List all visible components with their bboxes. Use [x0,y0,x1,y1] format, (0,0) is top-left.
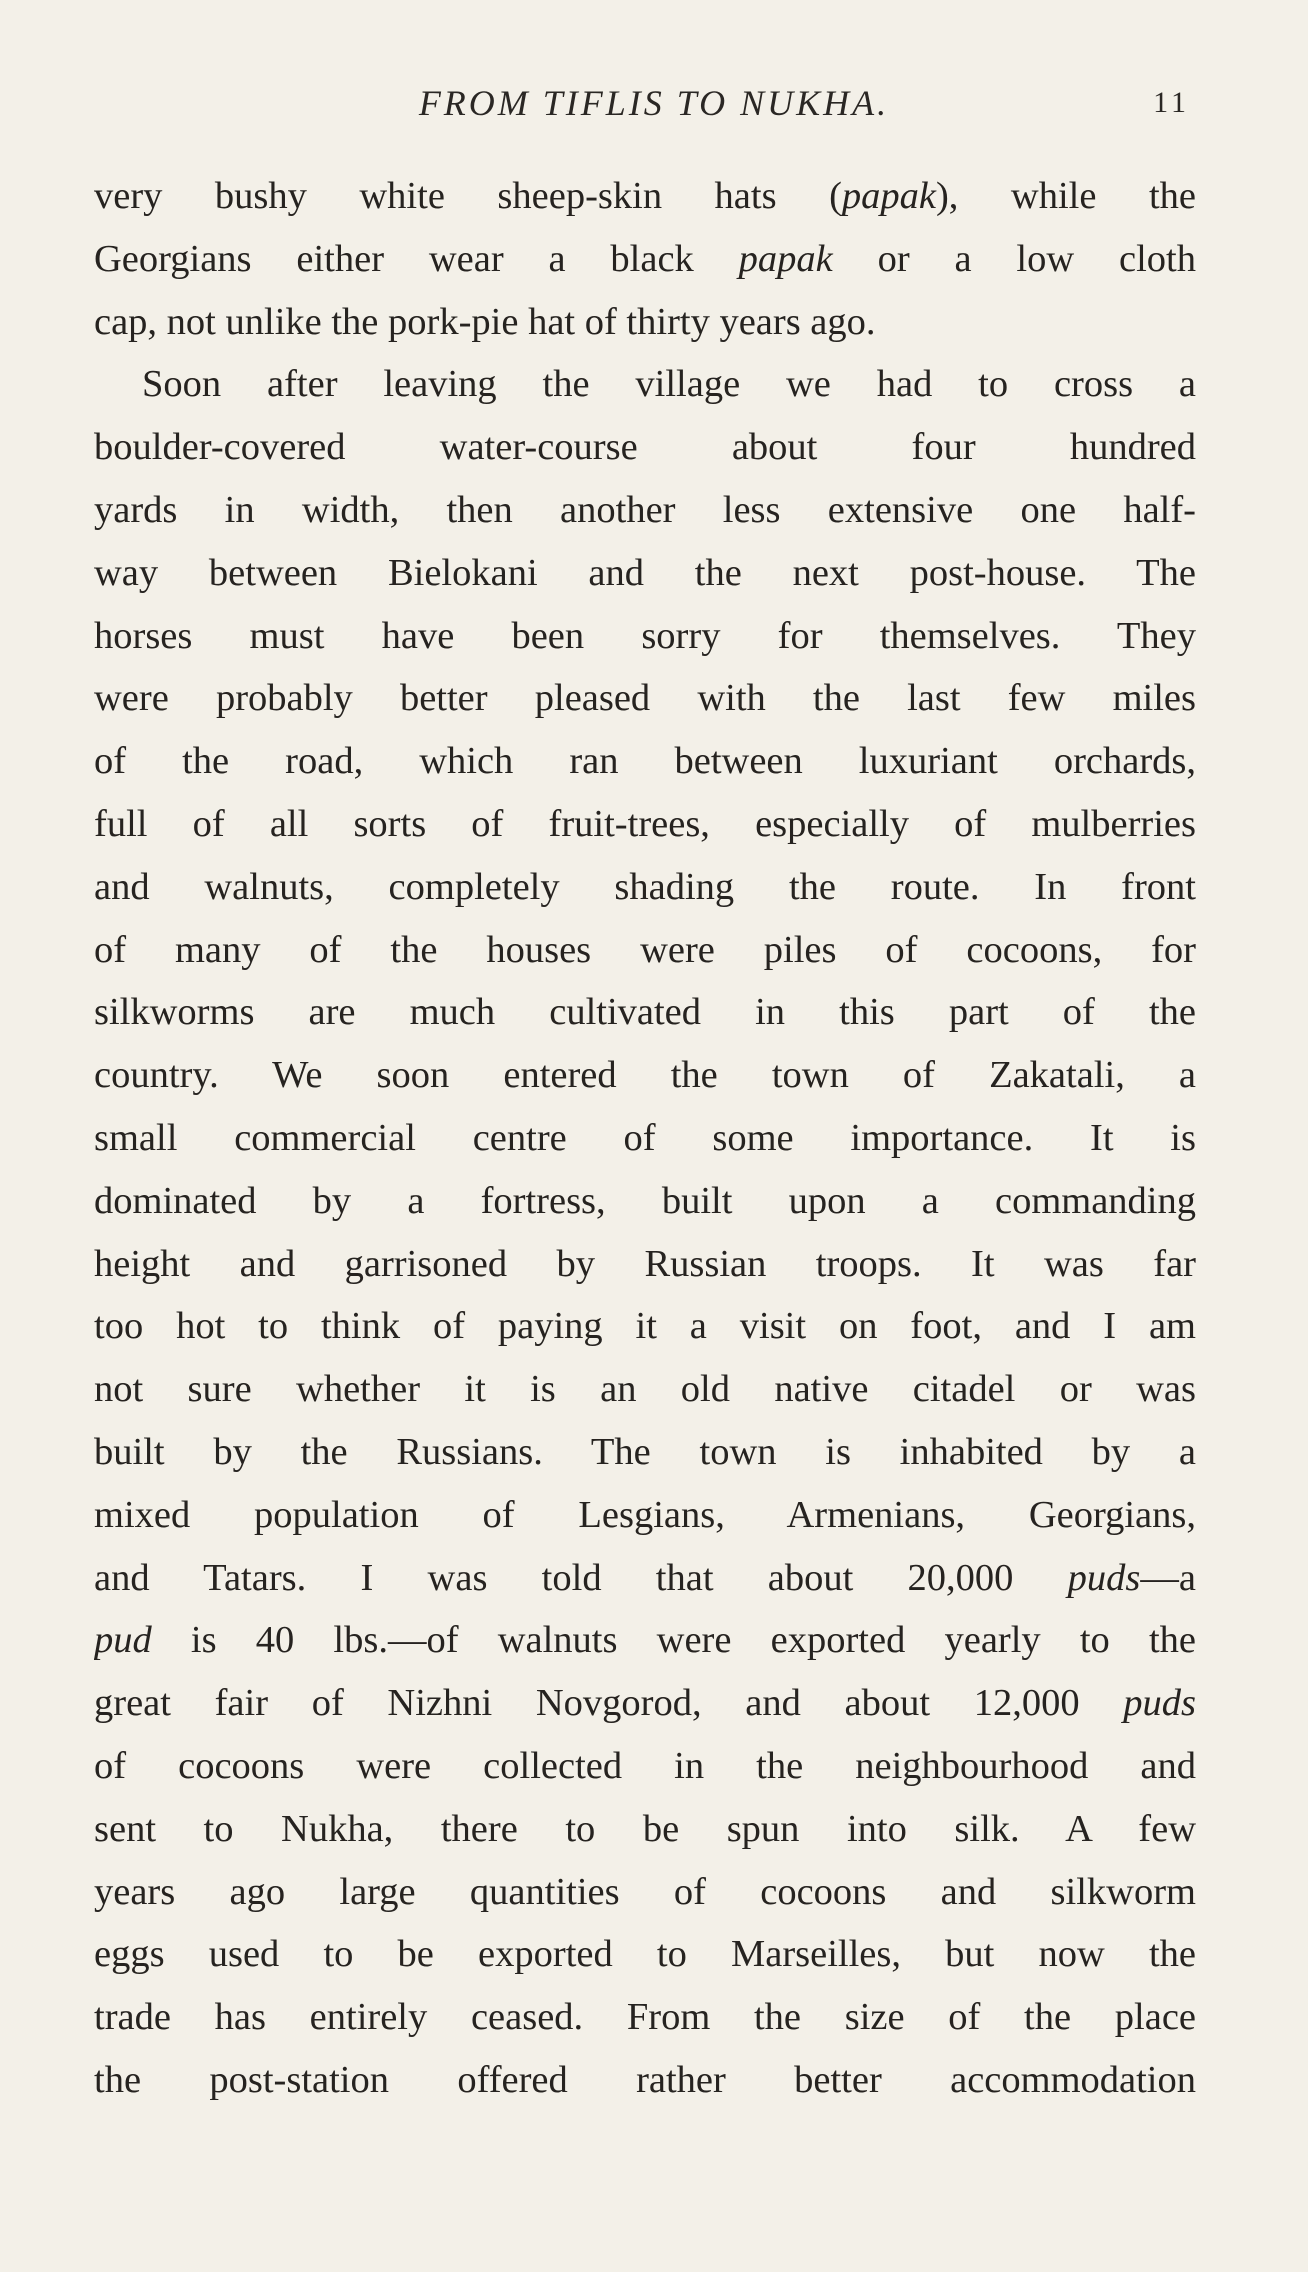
text-line [94,1421,1196,1484]
text-run: mixed population of Lesgians, Armenians, Georgians, [94,1493,1196,1536]
text-run: Georgians either wear a black [94,237,739,280]
text-line [94,228,1196,291]
text-run: built by the Russians. The town is inhabited by a [94,1430,1196,1473]
text-line [94,1484,1196,1547]
text-line [94,667,1196,730]
text-line [94,1170,1196,1233]
text-line [94,353,1196,416]
text-run: cap, not unlike the pork-pie hat of thirty years ago. [94,300,876,343]
italic-term: puds [1067,1556,1141,1599]
page-number: 11 [1153,86,1190,119]
text-run: were probably better pleased with the last few miles [94,677,1196,720]
text-run: small commercial centre of some importance. It is [94,1116,1196,1159]
text-line [94,416,1196,479]
text-run: years ago large quantities of cocoons and silkworm [94,1870,1196,1913]
text-line [94,542,1196,605]
text-line [94,165,1196,228]
text-run: or a low cloth [832,237,1196,280]
text-line [94,1044,1196,1107]
text-line [94,1798,1196,1861]
text-line [94,856,1196,919]
text-line [94,1735,1196,1798]
italic-term: puds [1123,1682,1196,1725]
text-line [94,1672,1196,1735]
text-run: of cocoons were collected in the neighbourhood and [94,1744,1196,1787]
text-run: of the road, which ran between luxuriant orchards, [94,740,1196,783]
text-run: silkworms are much cultivated in this part of the [94,991,1196,1034]
italic-term: pud [94,1619,152,1662]
body-text [94,165,1196,2112]
text-run: is 40 lbs.—of walnuts were exported yearly to the [151,1619,1196,1662]
text-line [94,730,1196,793]
text-line [94,479,1196,542]
text-line [94,1609,1196,1672]
text-run: the post-station offered rather better accommodation [94,2058,1196,2101]
text-run: horses must have been sorry for themselves. They [94,614,1196,657]
text-run: dominated by a fortress, built upon a commanding [94,1179,1196,1222]
text-run: —a [1140,1556,1196,1599]
text-run: and walnuts, completely shading the route. In front [94,865,1196,908]
text-run: boulder-covered water-course about four hundred [94,426,1196,469]
italic-term: papak [841,175,936,217]
text-run: trade has entirely ceased. From the size of the place [94,1996,1196,2039]
text-run: and Tatars. I was told that about 20,000 [94,1556,1068,1599]
text-run: sent to Nukha, there to be spun into silk. A few [94,1807,1196,1850]
running-head [0,82,1308,132]
text-line [94,2049,1196,2112]
text-run: way between Bielokani and the next post-house. The [94,551,1196,594]
text-line [94,1358,1196,1421]
text-line [94,981,1196,1044]
text-run: not sure whether it is an old native citadel or was [94,1368,1196,1411]
running-title: FROM TIFLIS TO NUKHA. [418,83,890,123]
text-line [94,291,1196,354]
text-line [94,1861,1196,1924]
text-run: country. We soon entered the town of Zakatali, a [94,1054,1196,1097]
text-line [94,1107,1196,1170]
text-line [94,605,1196,668]
text-line [94,793,1196,856]
text-run: of many of the houses were piles of cocoons, for [94,928,1196,971]
text-run: full of all sorts of fruit-trees, especially of mulberries [94,802,1196,845]
text-run: very bushy white sheep-skin hats ( [94,175,842,217]
text-line [94,1547,1196,1610]
text-run: Soon after leaving the village we had to cross a [142,363,1196,406]
text-line [94,1986,1196,2049]
text-run: too hot to think of paying it a visit on foot, and I am [94,1305,1196,1348]
text-line [94,919,1196,982]
text-run: height and garrisoned by Russian troops. It was far [94,1242,1196,1285]
text-line [94,1923,1196,1986]
text-run: great fair of Nizhni Novgorod, and about 12,000 [94,1682,1124,1725]
italic-term: papak [738,237,833,280]
text-run: yards in width, then another less extensive one half- [94,488,1196,531]
text-line [94,1233,1196,1296]
text-run: eggs used to be exported to Marseilles, but now the [94,1933,1196,1976]
text-line [94,1295,1196,1358]
text-run: ), while the [935,175,1196,217]
